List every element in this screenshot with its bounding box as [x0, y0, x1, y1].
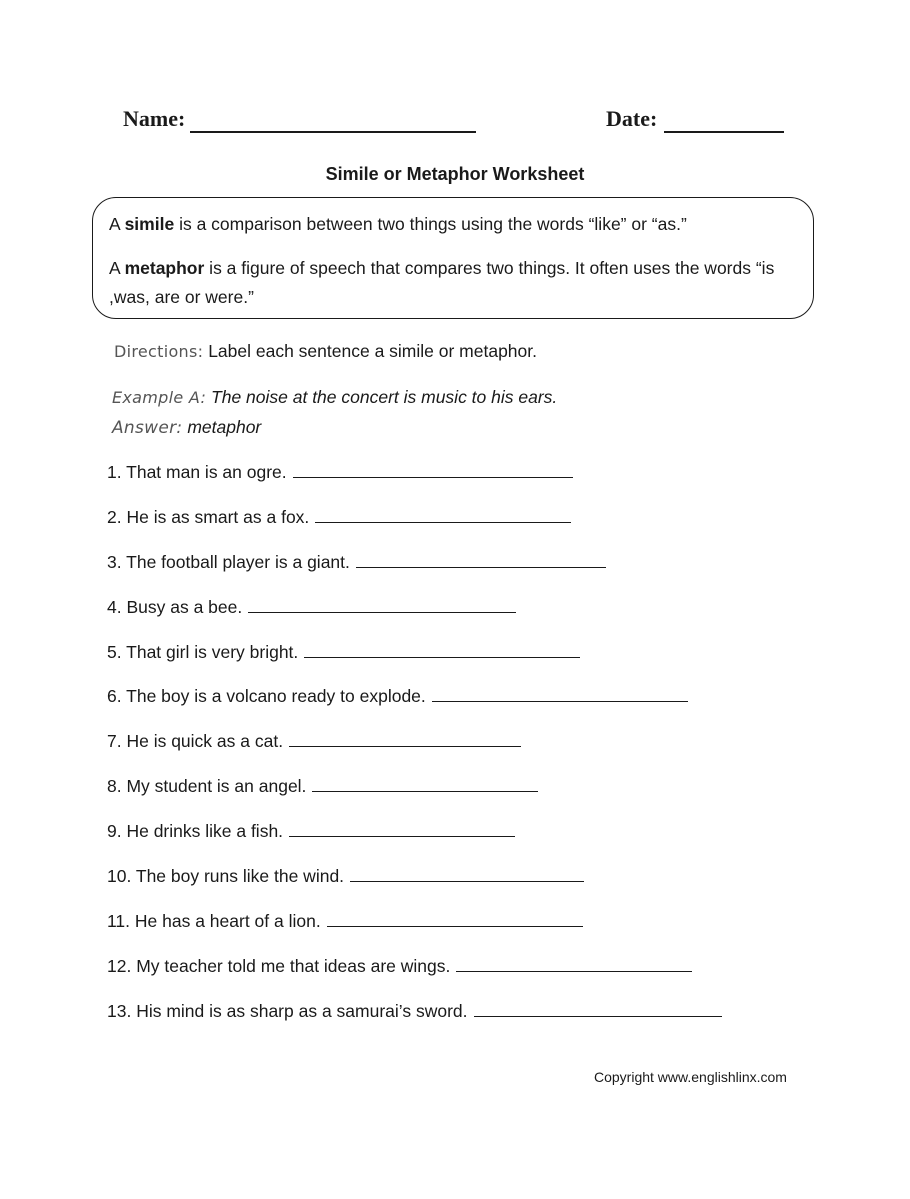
question-row [107, 911, 807, 956]
question-text: 4. Busy as a bee. [107, 596, 243, 617]
question-row [107, 821, 807, 866]
simile-definition [109, 210, 797, 239]
answer-blank[interactable] [456, 957, 692, 972]
metaphor-lead: A [109, 258, 125, 278]
directions [114, 341, 537, 362]
simile-lead: A [109, 214, 125, 234]
question-text: 12. My teacher told me that ideas are wings. [107, 955, 451, 976]
answer-blank[interactable] [315, 508, 571, 523]
answer-blank[interactable] [289, 732, 521, 747]
metaphor-rest: is a figure of speech that compares two things. It often uses the words “is ,was, are or were.” [109, 258, 775, 307]
example [112, 387, 557, 408]
name-label: Name: [123, 106, 186, 131]
question-text: 11. He has a heart of a lion. [107, 910, 321, 931]
question-text: 10. The boy runs like the wind. [107, 866, 345, 887]
header-row [0, 106, 910, 146]
question-text: 5. That girl is very bright. [107, 641, 299, 662]
question-row [107, 731, 807, 776]
answer-blank[interactable] [350, 867, 584, 882]
answer-blank[interactable] [474, 1002, 722, 1017]
worksheet-title: Simile or Metaphor Worksheet [325, 164, 585, 184]
example-text: The noise at the concert is music to his ears. [211, 387, 558, 407]
name-blank-line[interactable] [190, 131, 476, 133]
answer-blank[interactable] [356, 553, 606, 568]
answer-label: Answer: [112, 418, 183, 438]
question-row [107, 686, 807, 731]
question-text: 13. His mind is as sharp as a samurai’s sword. [107, 1000, 468, 1021]
question-text: 8. My student is an angel. [107, 776, 307, 797]
question-row [107, 956, 807, 1001]
answer-text: metaphor [187, 417, 262, 437]
simile-rest: is a comparison between two things using the words “like” or “as.” [174, 214, 687, 234]
date-blank-line[interactable] [664, 131, 784, 133]
question-text: 1. That man is an ogre. [107, 462, 287, 482]
question-text: 9. He drinks like a fish. [107, 821, 284, 842]
copyright-notice: Copyright www.englishlinx.com [594, 1069, 787, 1085]
question-text: 3. The football player is a giant. [107, 551, 350, 572]
answer-blank[interactable] [304, 643, 580, 658]
question-row [107, 642, 807, 687]
simile-term: simile [124, 214, 175, 234]
metaphor-term: metaphor [124, 258, 205, 278]
answer-blank[interactable] [327, 912, 583, 927]
question-row [107, 866, 807, 911]
example-answer [112, 417, 261, 438]
question-list [107, 462, 807, 1046]
definitions-box [92, 197, 814, 319]
question-row [107, 1001, 807, 1046]
question-text: 6. The boy is a volcano ready to explode. [107, 686, 426, 707]
answer-blank[interactable] [289, 822, 515, 837]
answer-blank[interactable] [248, 598, 516, 613]
answer-blank[interactable] [432, 687, 688, 702]
answer-blank[interactable] [293, 463, 573, 478]
question-row [107, 776, 807, 821]
question-row [107, 507, 807, 552]
question-row [107, 462, 807, 507]
question-row [107, 597, 807, 642]
question-row [107, 552, 807, 597]
directions-label: Directions: [114, 342, 204, 361]
question-text: 7. He is quick as a cat. [107, 731, 284, 752]
example-label: Example A: [112, 388, 207, 407]
date-label: Date: [606, 106, 658, 131]
directions-text: Label each sentence a simile or metaphor. [208, 341, 537, 361]
question-text: 2. He is as smart as a fox. [107, 506, 310, 527]
metaphor-definition [109, 254, 797, 312]
answer-blank[interactable] [312, 777, 538, 792]
